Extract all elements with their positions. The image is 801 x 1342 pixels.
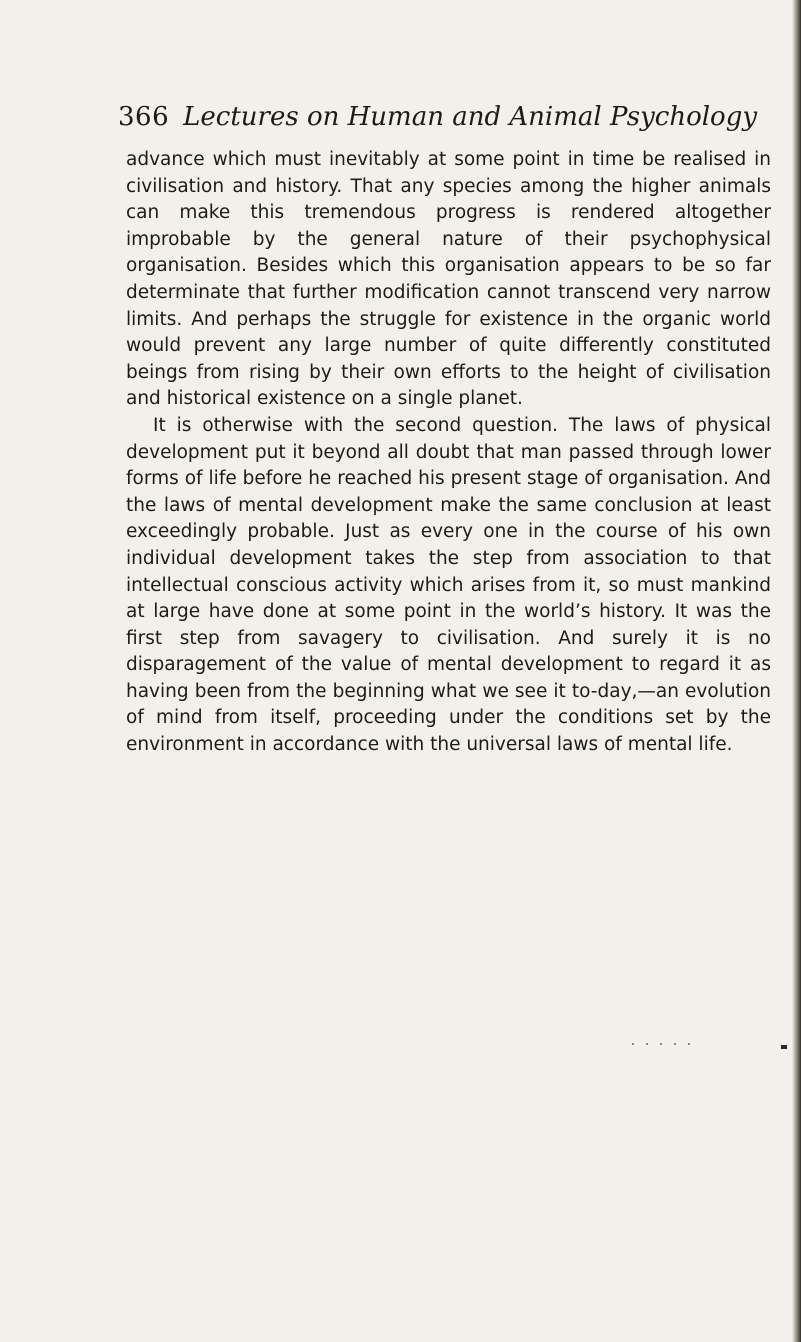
scan-speck bbox=[632, 1043, 634, 1045]
running-head bbox=[118, 97, 758, 137]
scan-speck bbox=[688, 1043, 690, 1045]
body-text bbox=[126, 147, 771, 759]
scan-speck bbox=[646, 1043, 648, 1045]
paragraph-second-question: It is otherwise with the second question. The laws of physical development put it beyond all doubt that man passed through lower forms of life before he reached his present stage of organisation. And the laws of mental development make the same conclusion at least exceedingly probable. Just as every one in the course of his own individual development takes the step from association to that intellectual conscious activity which arises from it, so must mankind at large have done at some point in the world’s history. It was the first step from savagery to civilisation. And surely it is no disparagement of the value of mental development to regard it as having been from the beginning what we see it to-day,—an evolution of mind from itself, proceeding under the conditions set by the environment in accordance with the universal laws of mental life. bbox=[126, 414, 771, 756]
running-title: Lectures on Human and Animal Psychology bbox=[183, 102, 758, 132]
edge-mark bbox=[781, 1045, 787, 1049]
page-number: 366 bbox=[118, 102, 170, 132]
paragraph-continued: advance which must inevitably at some point in time be realised in civilisation and history. That any species among the higher animals can make this tremendous progress is rendered altogether improbable by the general nature of their psychophysical organisation. Besides which this organisation appears to be so far determinate that further modification cannot transcend very narrow limits. And perhaps the struggle for existence in the organic world would prevent any large number of quite differently constituted beings from rising by their own efforts to the height of civilisation and historical existence on a single planet. bbox=[126, 149, 771, 410]
scan-speck bbox=[660, 1043, 662, 1045]
scan-specks bbox=[632, 1032, 702, 1040]
page-edge-shadow bbox=[792, 0, 801, 1342]
scan-speck bbox=[674, 1043, 676, 1045]
